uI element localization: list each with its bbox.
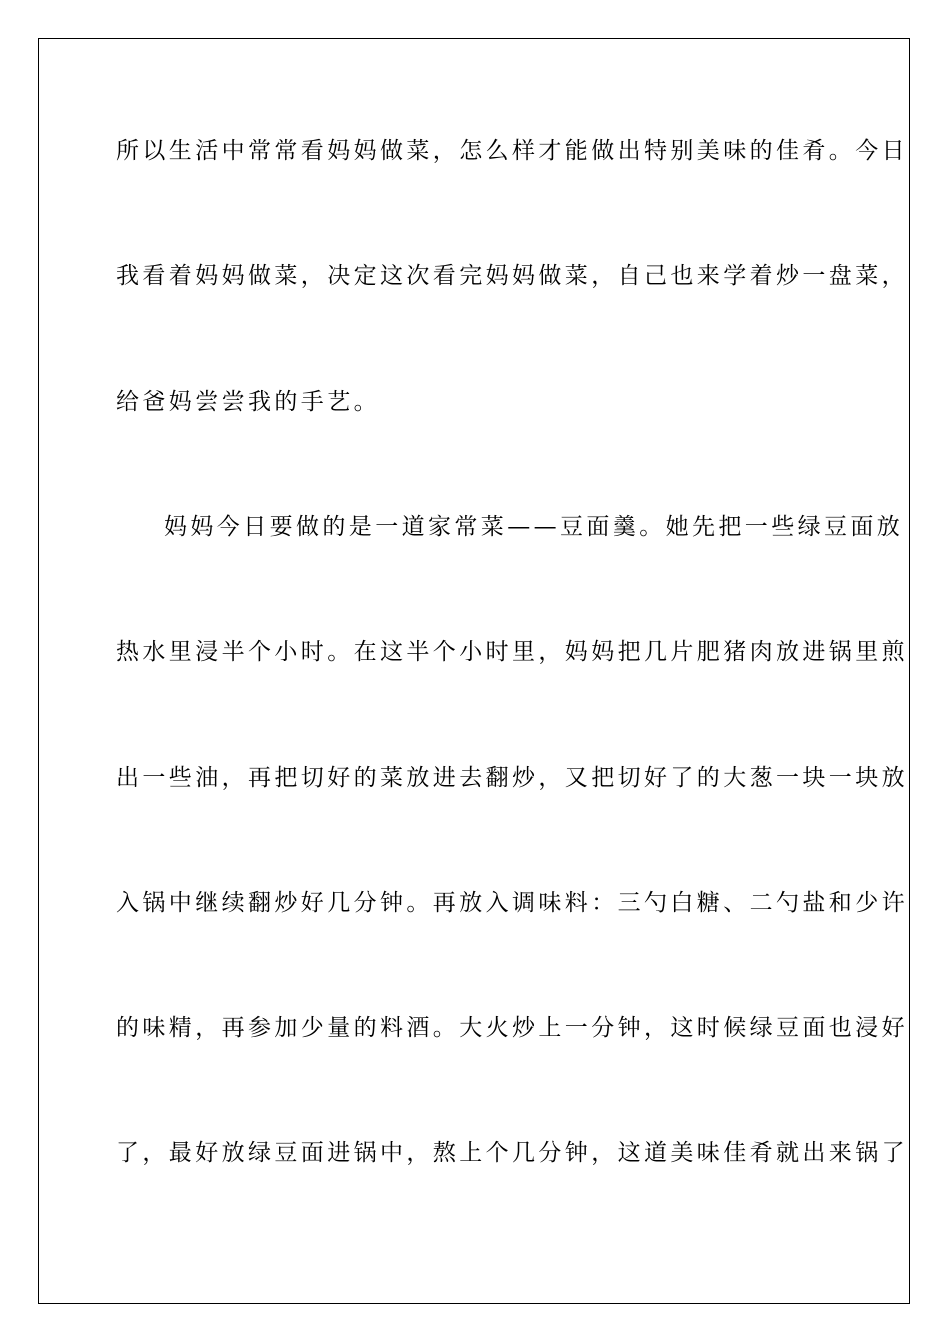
paragraph-1-line-1: 所以生活中常常看妈妈做菜，怎么样才能做出特别美味的佳肴。今日 <box>116 138 908 164</box>
paragraph-1-line-3: 给爸妈尝尝我的手艺。 <box>116 389 380 415</box>
paragraph-2-line-1: 妈妈今日要做的是一道家常菜——豆面羹。她先把一些绿豆面放 <box>164 514 904 540</box>
paragraph-2-line-4: 入锅中继续翻炒好几分钟。再放入调味料：三勺白糖、二勺盐和少许 <box>116 890 908 916</box>
paragraph-2-line-6: 了，最好放绿豆面进锅中，熬上个几分钟，这道美味佳肴就出来锅了 <box>116 1140 908 1166</box>
paragraph-2-line-5: 的味精，再参加少量的料酒。大火炒上一分钟，这时候绿豆面也浸好 <box>116 1015 908 1041</box>
paragraph-2-line-2: 热水里浸半个小时。在这半个小时里，妈妈把几片肥猪肉放进锅里煎 <box>116 639 908 665</box>
paragraph-2-line-3: 出一些油，再把切好的菜放进去翻炒，又把切好了的大葱一块一块放 <box>116 765 908 791</box>
paragraph-1-line-2: 我看着妈妈做菜，决定这次看完妈妈做菜，自己也来学着炒一盘菜， <box>116 263 908 289</box>
page-frame <box>38 38 910 1304</box>
